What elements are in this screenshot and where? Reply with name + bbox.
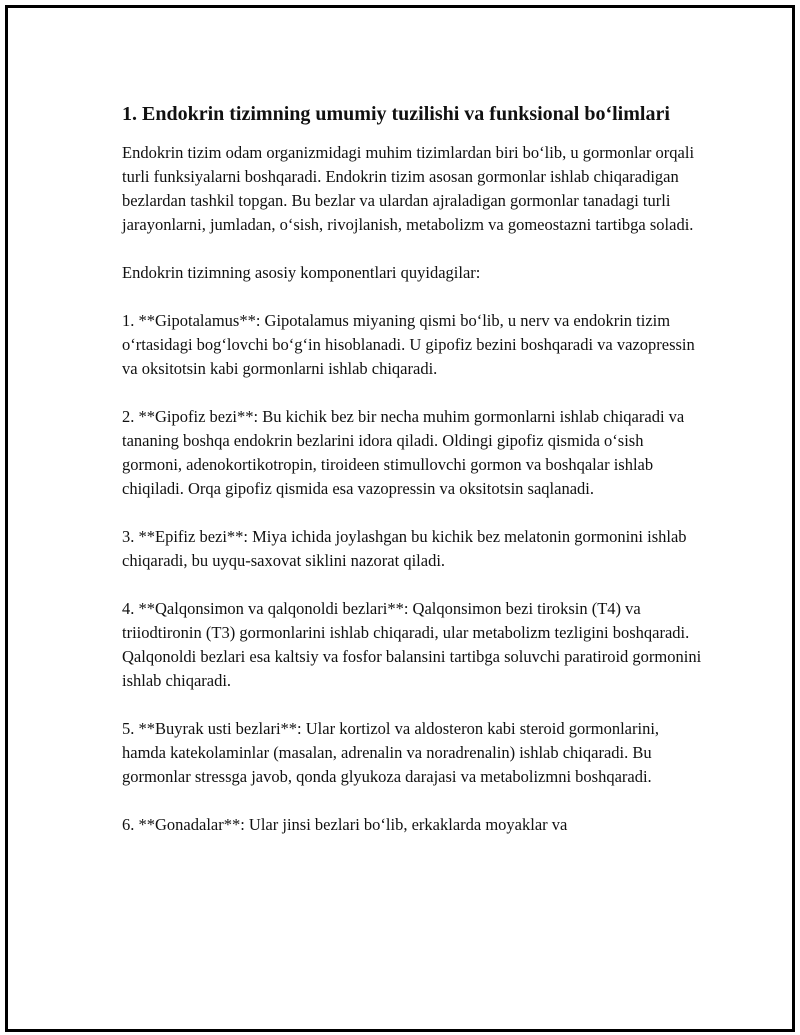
list-item-pineal: 3. **Epifiz bezi**: Miya ichida joylashgan bu kichik bez melatonin gormonini ishlab chiqaradi, bu uyqu-saxovat siklini nazorat qiladi. [122,527,687,570]
intro-paragraph: Endokrin tizim odam organizmidagi muhim tizimlardan biri bo‘lib, u gormonlar orqali turli funksiyalarni boshqaradi. Endokrin tizim asosan gormonlar ishlab chiqaradigan bezlardan tashkil topgan. Bu bezlar va ulardan ajraladigan gormonlar tanadagi turli jarayonlarni, jumladan, o‘sish, rivojlanish, metabolizm va gomeostazni tartibga soladi. [122,143,695,234]
list-item-pituitary: 2. **Gipofiz bezi**: Bu kichik bez bir necha muhim gormonlarni ishlab chiqaradi va tananing boshqa endokrin bezlarini idora qiladi. Oldingi gipofiz qismida o‘sish gormoni, adenokortikotropin, tiroideen stimullovchi gormon va boshqalar ishlab chiqiladi. Orqa gipofiz qismida esa vazopressin va oksitotsin saqlanadi. [122,407,685,498]
document-body [122,101,702,861]
components-intro: Endokrin tizimning asosiy komponentlari quyidagilar: [122,263,481,282]
list-item-hypothalamus: 1. **Gipotalamus**: Gipotalamus miyaning qismi bo‘lib, u nerv va endokrin tizim o‘rtasidagi bog‘lovchi bo‘g‘in hisoblanadi. U gipofiz bezini boshqaradi va vazopressin va oksitotsin kabi gormonlarni ishlab chiqaradi. [122,311,695,378]
list-item-thyroid: 4. **Qalqonsimon va qalqonoldi bezlari**: Qalqonsimon bezi tiroksin (T4) va triiodtironin (T3) gormonlarini ishlab chiqaradi, ular metabolizm tezligini boshqaradi. Qalqonoldi bezlari esa kaltsiy va fosfor balansini tartibga soluvchi paratiroid gormonini ishlab chiqaradi. [122,599,702,690]
section-title: 1. Endokrin tizimning umumiy tuzilishi va funksional bo‘limlari [122,103,670,125]
list-item-adrenal: 5. **Buyrak usti bezlari**: Ular kortizol va aldosteron kabi steroid gormonlarini, hamda katekolaminlar (masalan, adrenalin va noradrenalin) ishlab chiqaradi. Bu gormonlar stressga javob, qonda glyukoza darajasi va metabolizmni boshqaradi. [122,719,660,786]
page-frame [5,5,795,1032]
list-item-gonads: 6. **Gonadalar**: Ular jinsi bezlari bo‘lib, erkaklarda moyaklar va [122,815,568,834]
